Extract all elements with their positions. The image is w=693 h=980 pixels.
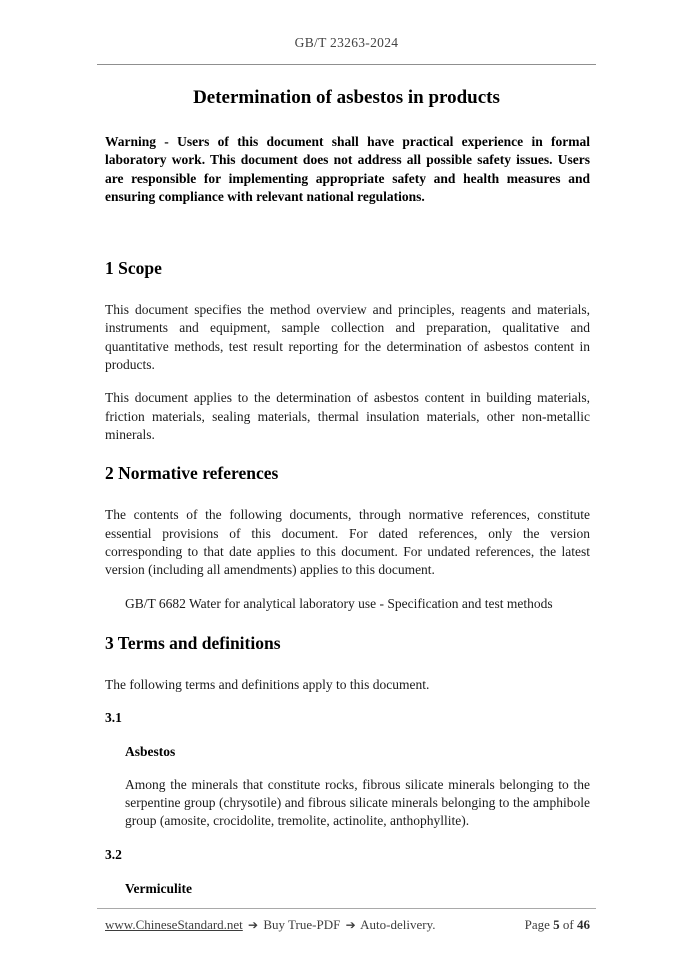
website-link[interactable]: www.ChineseStandard.net bbox=[105, 917, 243, 932]
term-name-asbestos: Asbestos bbox=[125, 744, 176, 760]
total-pages-number: 46 bbox=[577, 917, 590, 932]
document-body bbox=[105, 133, 590, 898]
arrow-right-icon: ➔ bbox=[345, 918, 356, 932]
footer-divider bbox=[97, 908, 596, 909]
terms-intro-paragraph: The following terms and definitions apply to this document. bbox=[105, 676, 430, 692]
term-name-vermiculite: Vermiculite bbox=[125, 880, 192, 896]
page-footer bbox=[97, 908, 596, 933]
normative-references-paragraph: The contents of the following documents, through normative references, constitute essential provisions of this document. For dated references, only the version corresponding to that date applies to this document. For undated references, the latest version (including all amendments) applies to this document. bbox=[105, 507, 590, 578]
warning-paragraph: Warning - Users of this document shall have practical experience in formal laboratory work. This document does not address all possible safety issues. Users are responsible for implementing appropriate safety and health measures and ensuring compliance with relevant national regulations. bbox=[105, 134, 590, 204]
document-title: Determination of asbestos in products bbox=[193, 87, 500, 108]
section-2-normative-references-heading: 2 Normative references bbox=[105, 463, 279, 484]
normative-reference-item: GB/T 6682 Water for analytical laboratory use - Specification and test methods bbox=[125, 596, 553, 612]
section-1-scope-heading: 1 Scope bbox=[105, 258, 162, 279]
page-indicator bbox=[525, 917, 590, 933]
section-3-terms-heading: 3 Terms and definitions bbox=[105, 632, 281, 653]
footer-buy-text: Buy True-PDF bbox=[263, 917, 341, 932]
standard-number: GB/T 23263-2024 bbox=[294, 35, 399, 50]
scope-paragraph-1: This document specifies the method overview and principles, reagents and materials, instruments and equipment, sample collection and preparation, qualitative and quantitative methods, test result reporting for the determination of asbestos content in products. bbox=[105, 302, 590, 373]
of-label: of bbox=[562, 917, 574, 932]
arrow-right-icon: ➔ bbox=[248, 918, 259, 932]
term-number-3-2: 3.2 bbox=[105, 846, 122, 862]
page-label: Page bbox=[524, 917, 550, 932]
current-page-number: 5 bbox=[553, 917, 560, 932]
term-definition-asbestos: Among the minerals that constitute rocks, fibrous silicate minerals belonging to the serpentine group (chrysotile) and fibrous silicate minerals belonging to the amphibole group (amosite, crocidolite, tremolite, actinolite, anthophyllite). bbox=[125, 776, 590, 829]
scope-paragraph-2: This document applies to the determination of asbestos content in building materials, friction materials, sealing materials, thermal insulation materials, other non-metallic minerals. bbox=[105, 390, 590, 442]
footer-delivery-text: Auto-delivery. bbox=[360, 917, 436, 932]
footer-info bbox=[105, 917, 436, 933]
header-divider bbox=[97, 64, 596, 65]
term-number-3-1: 3.1 bbox=[105, 710, 122, 726]
